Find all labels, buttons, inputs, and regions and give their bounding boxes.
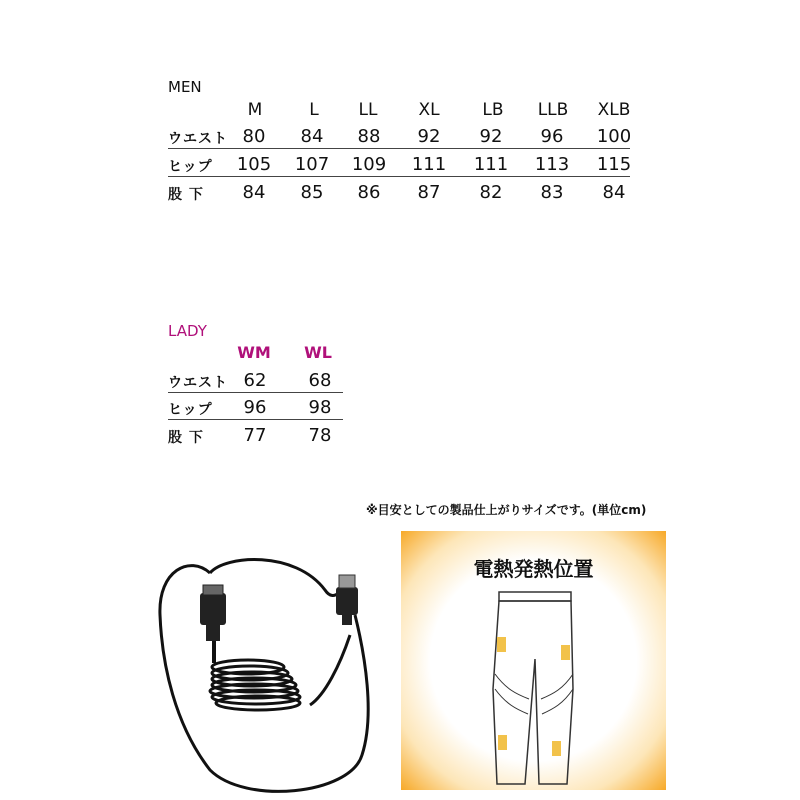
table-cell: 115	[596, 154, 632, 175]
size-note: ※目安としての製品仕上がりサイズです。(単位cm)	[366, 503, 647, 517]
table-cell: 92	[417, 126, 441, 147]
table-cell: 82	[479, 182, 503, 203]
table-divider	[168, 392, 343, 393]
table-cell: 84	[242, 182, 266, 203]
table-cell: 111	[473, 154, 509, 175]
table-divider	[168, 148, 630, 149]
table-cell: 98	[308, 397, 332, 418]
table-cell: 68	[308, 370, 332, 391]
men-size-header-cell: L	[309, 100, 319, 120]
heat-pad	[561, 645, 570, 660]
row-label: ウエスト	[168, 131, 228, 147]
lady-size-header-cell: WM	[237, 343, 271, 362]
pants-diagram	[481, 589, 591, 789]
row-label: ウエスト	[168, 375, 228, 391]
table-cell: 92	[479, 126, 503, 147]
men-size-header-cell: XLB	[597, 100, 631, 120]
men-section-title: MEN	[168, 78, 202, 96]
usb-cable-image	[150, 545, 385, 795]
table-cell: 84	[602, 182, 626, 203]
table-cell: 84	[300, 126, 324, 147]
table-cell: 88	[357, 126, 381, 147]
table-divider	[168, 419, 343, 420]
table-cell: 86	[357, 182, 381, 203]
table-cell: 111	[411, 154, 447, 175]
heat-pad	[552, 741, 561, 756]
heat-pad	[497, 637, 506, 652]
heating-position-panel	[401, 531, 666, 790]
table-cell: 109	[351, 154, 387, 175]
row-label: 股 下	[168, 187, 204, 203]
table-cell: 62	[243, 370, 267, 391]
table-cell: 83	[540, 182, 564, 203]
table-cell: 96	[540, 126, 564, 147]
lady-section-title: LADY	[168, 322, 207, 340]
table-divider	[168, 176, 630, 177]
table-cell: 107	[294, 154, 330, 175]
lady-size-header-cell: WL	[304, 343, 332, 362]
men-size-header-cell: LL	[358, 100, 378, 120]
table-cell: 80	[242, 126, 266, 147]
table-cell: 77	[243, 425, 267, 446]
row-label: ヒップ	[168, 402, 213, 418]
men-size-header-cell: LLB	[537, 100, 569, 120]
table-cell: 105	[236, 154, 272, 175]
men-size-header-cell: M	[247, 100, 263, 120]
row-label: ヒップ	[168, 159, 213, 175]
table-cell: 87	[417, 182, 441, 203]
heat-pad	[498, 735, 507, 750]
heating-position-title: 電熱発熱位置	[473, 557, 594, 581]
row-label: 股 下	[168, 430, 204, 446]
table-cell: 113	[534, 154, 570, 175]
table-cell: 78	[308, 425, 332, 446]
table-cell: 96	[243, 397, 267, 418]
men-size-header-cell: LB	[482, 100, 504, 120]
table-cell: 85	[300, 182, 324, 203]
table-cell: 100	[596, 126, 632, 147]
men-size-header-cell: XL	[418, 100, 440, 120]
